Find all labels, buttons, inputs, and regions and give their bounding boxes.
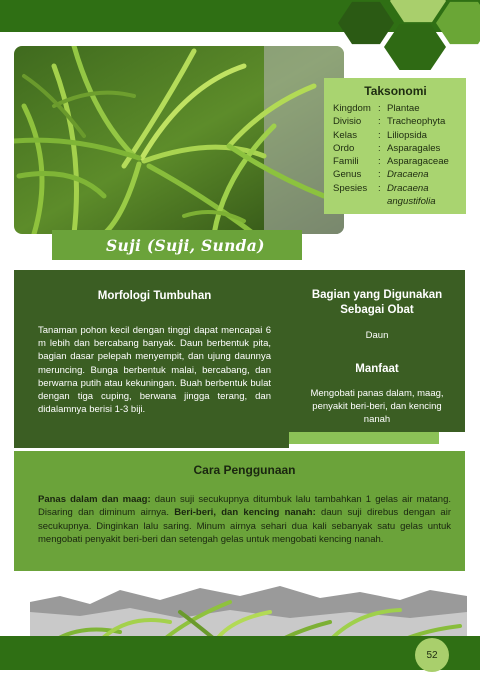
method-label: Beri-beri, dan kencing nanah: bbox=[174, 507, 316, 519]
taxonomy-row: Divisio : Tracheophyta bbox=[333, 115, 458, 128]
taxonomy-heading: Taksonomi bbox=[364, 84, 427, 98]
usage-benefit-section bbox=[289, 270, 465, 432]
taxonomy-value: Plantae bbox=[387, 103, 420, 114]
taxonomy-key: Spesies bbox=[333, 182, 368, 194]
taxonomy-value: Asparagaceae bbox=[387, 156, 449, 168]
usage-method-section bbox=[14, 451, 465, 571]
taxonomy-value: Dracaena angustifolia bbox=[387, 182, 436, 208]
benefit-heading: Manfaat bbox=[355, 363, 399, 375]
taxonomy-value: Tracheophyta bbox=[387, 116, 446, 128]
part-used-heading: Bagian yang Digunakan Sebagai Obat bbox=[311, 289, 443, 316]
usage-method-heading: Cara Penggunaan bbox=[193, 463, 296, 477]
plant-title-banner bbox=[52, 230, 302, 260]
morphology-section bbox=[14, 270, 289, 448]
method-text: daun suji direbus dengan air secukupnya. Dinginkan lalu saring. Minum airnya sehari dua kali sebanyak satu gelas untuk mengobati penyakit beri-beri dan setengah gelas untuk mengobati kencing nanah. bbox=[38, 507, 451, 546]
accent-strip bbox=[289, 432, 439, 444]
page-number-badge bbox=[415, 638, 449, 672]
taxonomy-row: Ordo : Asparagales bbox=[333, 142, 458, 155]
page-number: 52 bbox=[426, 649, 438, 661]
taxonomy-key: Genus bbox=[333, 169, 362, 181]
taxonomy-key: Famili bbox=[333, 156, 359, 168]
taxonomy-row: Kingdom : Plantae bbox=[333, 102, 458, 115]
taxonomy-value: Liliopsida bbox=[387, 129, 428, 141]
taxonomy-value: Dracaena bbox=[387, 169, 429, 181]
morphology-text: Tanaman pohon kecil dengan tinggi dapat mencapai 6 m lebih dan bercabang banyak. Daun berbentuk pita, bagian dasar pelepah menyempit, dan ujung daunnya meruncing. Bunga berbentuk malai, bercabang, dan berwarna putih atau kekuningan. Buah berbentuk bulat dengan tiga cuping, berwana jingga terang, dan didalamnya berisi 1-3 biji. bbox=[38, 325, 271, 416]
taxonomy-row: Genus : Dracaena bbox=[333, 168, 458, 181]
usage-method-text bbox=[38, 493, 451, 547]
part-used-value: Daun bbox=[365, 330, 389, 341]
taxonomy-row: Famili : Asparagaceae bbox=[333, 155, 458, 168]
method-label: Panas dalam dan maag: bbox=[38, 494, 151, 505]
taxonomy-box bbox=[324, 78, 466, 214]
taxonomy-key: Kelas bbox=[333, 129, 357, 141]
plant-title: Suji (Suji, Sunda) bbox=[106, 235, 265, 255]
benefit-text: Mengobati panas dalam, maag, penyakit beri-beri, dan kencing nanah bbox=[310, 388, 444, 425]
bottom-footer-bar bbox=[0, 636, 480, 670]
taxonomy-key: Kingdom bbox=[333, 103, 371, 114]
taxonomy-value: Asparagales bbox=[387, 142, 441, 154]
plant-photo bbox=[14, 46, 344, 234]
morphology-heading: Morfologi Tumbuhan bbox=[97, 290, 212, 302]
taxonomy-key: Divisio bbox=[333, 116, 362, 128]
taxonomy-row: Spesies : Dracaena angustifolia bbox=[333, 182, 458, 209]
taxonomy-row: Kelas : Liliopsida bbox=[333, 129, 458, 142]
taxonomy-key: Ordo bbox=[333, 142, 355, 154]
method-text: daun suji secukupnya ditumbuk lalu tambahkan 1 gelas air matang. Disaring dan diminum airnya. bbox=[38, 494, 452, 519]
